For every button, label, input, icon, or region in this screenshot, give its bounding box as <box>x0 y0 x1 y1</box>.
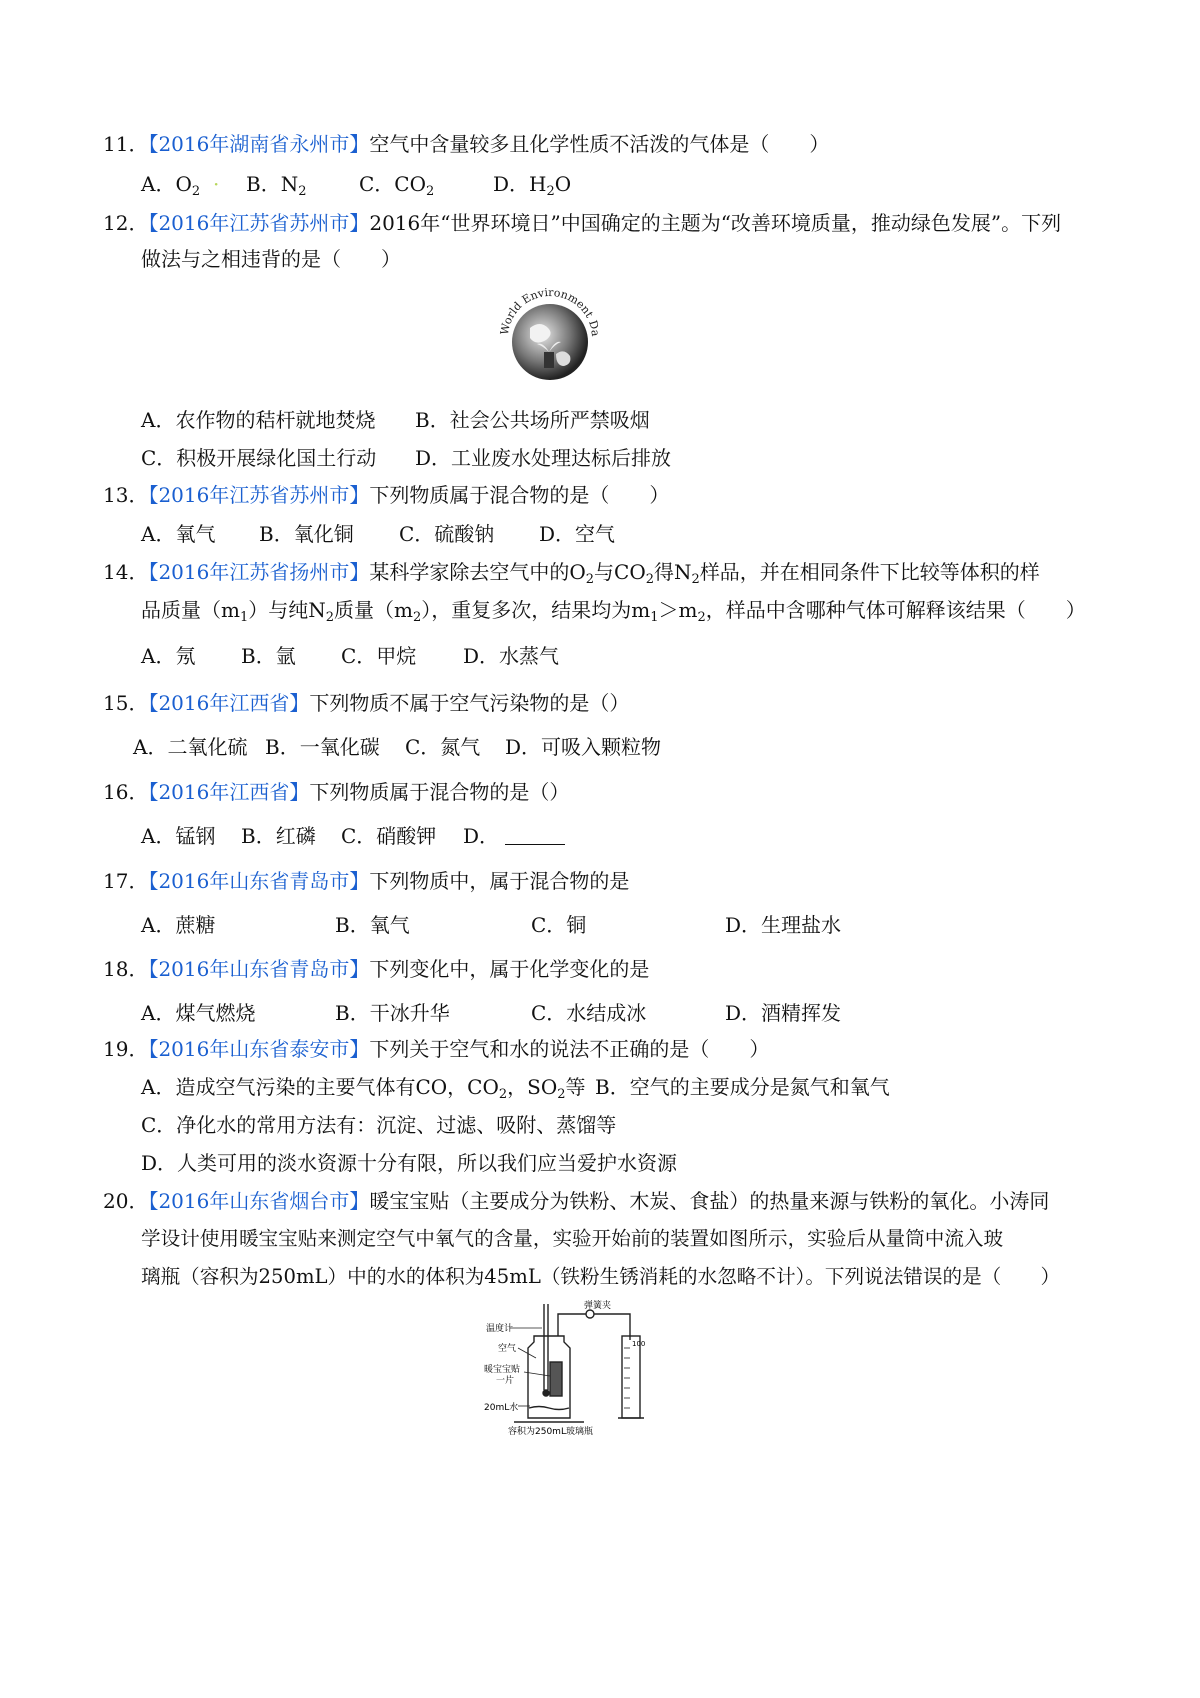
label-thermometer: 温度计 <box>486 1324 514 1334</box>
q12-stem-line-1 <box>103 210 1061 236</box>
apparatus-diagram <box>484 1300 654 1438</box>
figure-caption: 容积为250mL玻璃瓶 <box>508 1427 593 1437</box>
option-d: D．可吸入颗粒物 <box>505 735 662 759</box>
question-number: 15． <box>103 691 149 715</box>
question-number: 12． <box>103 211 149 235</box>
question-stem: 下列物质不属于空气污染物的是（） <box>309 691 630 715</box>
q19-option-d: D．人类可用的淡水资源十分有限，所以我们应当爱护水资源 <box>141 1151 678 1175</box>
question-source: 【2016年山东省泰安市】 <box>148 1037 370 1061</box>
question-number: 14． <box>103 560 149 584</box>
option-d: D．空气 <box>539 522 616 546</box>
option-d: D．生理盐水 <box>725 913 842 937</box>
question-source: 【2016年湖南省永州市】 <box>148 132 370 156</box>
question-source: 【2016年江苏省苏州市】 <box>148 211 370 235</box>
question-number: 16． <box>103 780 149 804</box>
option-a: A．农作物的秸杆就地焚烧 <box>141 408 376 432</box>
question-source: 【2016年江苏省苏州市】 <box>148 483 370 507</box>
question-stem: 下列物质属于混合物的是（ ） <box>369 483 670 507</box>
option-c: C．水结成冰 <box>531 1001 647 1025</box>
option-c: C．甲烷 <box>341 644 417 668</box>
label-air: 空气 <box>498 1344 517 1354</box>
q17-stem-line <box>103 868 629 894</box>
question-stem: 空气中含量较多且化学性质不活泼的气体是（ ） <box>369 132 830 156</box>
option-d: D． <box>463 823 565 849</box>
question-stem: 下列物质属于混合物的是（） <box>309 780 570 804</box>
option-c: C．硫酸钠 <box>399 522 495 546</box>
q14-stem-line-1: 14．【2016年江苏省扬州市】某科学家除去空气中的$O_2$与$CO_2$得$N_2$样品，并在相同条件下比较等体积的样 <box>103 560 1040 587</box>
answer-blank <box>505 826 565 845</box>
q20-stem-line-3: 璃瓶（容积为250mL）中的水的体积为45mL（铁粉生锈消耗的水忽略不计）。下列说法错误的是（ ） <box>141 1265 1061 1288</box>
q13-stem-line <box>103 482 669 508</box>
option-a: A．$O_2$ <box>141 172 201 199</box>
option-c: C．积极开展绿化国土行动 <box>141 446 377 470</box>
question-number: 20． <box>103 1189 149 1213</box>
stray-dot: · <box>213 172 220 196</box>
option-b: B．社会公共场所严禁吸烟 <box>415 408 650 432</box>
question-source: 【2016年江苏省扬州市】 <box>148 560 370 584</box>
question-number: 17． <box>103 869 149 893</box>
option-b: B．干冰升华 <box>335 1001 450 1025</box>
q20-stem-line-1 <box>103 1188 1049 1214</box>
question-number: 18． <box>103 957 149 981</box>
q12-stem-line-2: 做法与之相违背的是（ ） <box>141 247 401 271</box>
option-b: B．一氧化碳 <box>265 735 380 759</box>
option-a: A．氧气 <box>141 522 216 546</box>
apparatus-figure <box>484 1300 654 1438</box>
q19-option-c: C．净化水的常用方法有：沉淀、过滤、吸附、蒸馏等 <box>141 1113 617 1137</box>
q11-stem-line <box>103 131 829 157</box>
option-b: B．氩 <box>241 644 296 668</box>
label-pad-2: 一片 <box>496 1376 515 1386</box>
world-environment-day-logo <box>494 282 606 394</box>
question-stem: 下列物质中，属于混合物的是 <box>369 869 630 893</box>
label-clamp: 弹簧夹 <box>584 1301 612 1311</box>
question-stem: 下列变化中，属于化学变化的是 <box>369 957 650 981</box>
option-a: A．锰钢 <box>141 824 216 848</box>
question-source: 【2016年山东省青岛市】 <box>148 957 370 981</box>
globe-icon <box>494 282 606 394</box>
q15-stem-line <box>103 690 629 716</box>
option-a: A．二氧化硫 <box>133 735 248 759</box>
option-b: B．氧气 <box>335 913 410 937</box>
label-pad-1: 暖宝宝贴 <box>484 1365 521 1375</box>
option-d: D．水蒸气 <box>463 644 560 668</box>
option-b: B．$N_2$ <box>246 172 307 199</box>
question-stem: 2016年“世界环境日”中国确定的主题为“改善环境质量，推动绿色发展”。下列 <box>369 211 1062 235</box>
option-b: B．氧化铜 <box>259 522 354 546</box>
option-d: D．酒精挥发 <box>725 1001 842 1025</box>
question-source: 【2016年山东省青岛市】 <box>148 869 370 893</box>
question-source: 【2016年山东省烟台市】 <box>148 1189 370 1213</box>
logo-text: World Environment Da <box>497 285 603 338</box>
option-d: D．$H_2O$ <box>493 172 572 199</box>
q19-stem-line <box>103 1036 769 1062</box>
q14-stem-line-2: 品质量$(m_1)$与纯$N_2$质量$(m_2)$，重复多次，结果均为$m_1>m_2$，样品中含哪种气体可解释该结果（ ） <box>141 598 1086 625</box>
question-number: 13． <box>103 483 149 507</box>
option-b: B．红磷 <box>241 824 316 848</box>
option-a: A．造成空气污染的主要气体有CO，$CO_2$，$SO_2$等 <box>141 1075 586 1102</box>
option-b: B．空气的主要成分是氮气和氧气 <box>595 1075 890 1099</box>
q16-stem-line <box>103 779 569 805</box>
question-source: 【2016年江西省】 <box>148 780 310 804</box>
option-a: A．氖 <box>141 644 196 668</box>
question-stem: 暖宝宝贴（主要成分为铁粉、木炭、食盐）的热量来源与铁粉的氧化。小涛同 <box>369 1189 1050 1213</box>
q18-stem-line <box>103 956 649 982</box>
scale-label: 100 <box>632 1340 646 1348</box>
option-d: D．工业废水处理达标后排放 <box>415 446 672 470</box>
option-c: C．氮气 <box>405 735 481 759</box>
option-a: A．煤气燃烧 <box>141 1001 256 1025</box>
option-c: C．铜 <box>531 913 587 937</box>
question-number: 19． <box>103 1037 149 1061</box>
question-source: 【2016年江西省】 <box>148 691 310 715</box>
question-number: 11． <box>103 132 149 156</box>
option-c: C．$CO_2$ <box>359 172 435 199</box>
option-a: A．蔗糖 <box>141 913 216 937</box>
label-water: 20mL水 <box>484 1403 519 1413</box>
q20-stem-line-2: 学设计使用暖宝宝贴来测定空气中氧气的含量，实验开始前的装置如图所示，实验后从量筒中流入玻 <box>141 1227 1004 1250</box>
option-c: C．硝酸钾 <box>341 824 437 848</box>
question-stem: 下列关于空气和水的说法不正确的是（ ） <box>369 1037 770 1061</box>
